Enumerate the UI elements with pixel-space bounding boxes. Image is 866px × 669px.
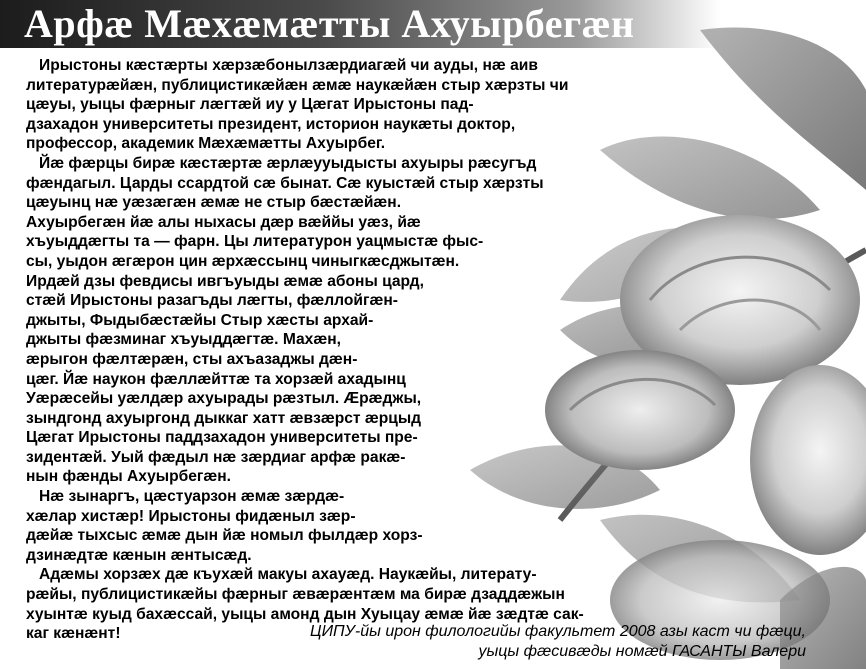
text-line: Цæгат Ирыстоны паддзахадон университеты пре- <box>26 429 418 447</box>
text-line: джыты фæзминаг хъуыддæгтæ. Махæн, <box>26 331 341 349</box>
text-line: зидентæй. Уый фæдыл нæ зæрдиаг арфæ ракæ- <box>26 448 406 466</box>
paragraph <box>26 56 778 154</box>
text-line: Ирдæй дзы февдисы ивгъуыды æмæ абоны цард, <box>26 272 424 290</box>
text-line: Йæ фæрцы бирæ кæстæртæ æрлæууыдысты ахуыры рæсугъд <box>26 154 537 172</box>
text-line: дзахадон университеты президент, историон наукæты доктор, <box>26 115 516 133</box>
text-line: зындгонд ахуыргонд дыккаг хатт æвзæрст æрцыд <box>26 409 422 427</box>
text-line: дзинæдтæ кæнын æнтысæд. <box>26 546 252 564</box>
text-line: фæндагыл. Царды ссардтой сæ бынат. Сæ куыстæй стыр хæрзты <box>26 174 544 192</box>
text-line: хъуыддæгты та — фарн. Цы литературон уацмыстæ фыс- <box>26 233 484 251</box>
text-line: Ирыстоны кæстæрты хæрзæбонылзæрдиагæй чи ауды, нæ аив <box>26 57 538 74</box>
text-line: литературæйæн, публицистикæйæн æмæ наукæйæн стыр хæрзты чи <box>26 76 569 94</box>
text-line: Ахуырбегæн йæ алы ныхасы дæр вæййы уæз, йæ <box>26 213 421 231</box>
byline-line: уыцы фæсивæды номæй ГАСАНТЫ Валери <box>478 643 806 660</box>
author-byline <box>310 622 806 662</box>
text-line: джыты, Фыдыбæстæйы Стыр хæсты архай- <box>26 311 374 329</box>
text-line: рæйы, публицистикæйы фæрныг æвæрæнтæм ма бирæ дзаддæжын <box>26 586 565 604</box>
text-line: Нæ зынаргъ, цæстуарзон æмæ зæрдæ- <box>26 488 345 506</box>
text-line: Уæрæсейы уæлдæр ахуырады рæзтыл. Æрæджы, <box>26 390 422 408</box>
article-body <box>26 56 778 644</box>
text-line: сы, уыдон æгæрон цин æрхæссынц чиныгкæсджытæн. <box>26 252 460 270</box>
text-line: Адæмы хорзæх дæ къухæй макуы ахауæд. Наукæйы, литерату- <box>26 566 537 584</box>
text-line: хæлар хистæр! Ирыстоны фидæныл зæр- <box>26 507 356 525</box>
paragraph <box>26 487 778 565</box>
text-line: дæйæ тыхсыс æмæ дын йæ номыл фылдæр хорз- <box>26 527 423 545</box>
text-line: стæй Ирыстоны разагъды лæгты, фæллойгæн- <box>26 292 398 310</box>
text-line: хуынтæ куыд бахæссай, уыцы амонд дын Хуыцау æмæ йæ зæдтæ сак- <box>26 605 584 623</box>
text-line: каг кæнæнт! <box>26 625 121 643</box>
text-line: æрыгон фæлтæрæн, сты ахъазаджы дæн- <box>26 350 358 368</box>
text-line: цæуынц нæ уæзæгæн æмæ не стыр бæстæйæн. <box>26 194 402 212</box>
text-line: нын фæнды Ахуырбегæн. <box>26 468 232 486</box>
text-line: цæуы, уыцы фæрныг лæгтæй иу у Цæгат Ирыстоны пад- <box>26 96 474 114</box>
paragraph <box>26 154 778 487</box>
text-line: цæг. Йæ наукон фæллæйттæ та хорзæй ахадынц <box>26 370 406 388</box>
headline-banner <box>0 0 720 48</box>
text-line: профессор, академик Мæхæмæтты Ахуырбег. <box>26 135 386 153</box>
headline-title: Арфæ Мæхæмæтты Ахуырбегæн <box>24 1 635 46</box>
byline-line: ЦИПУ-йы ирон филологийы факультет 2008 азы каст чи фæци, <box>309 623 806 640</box>
